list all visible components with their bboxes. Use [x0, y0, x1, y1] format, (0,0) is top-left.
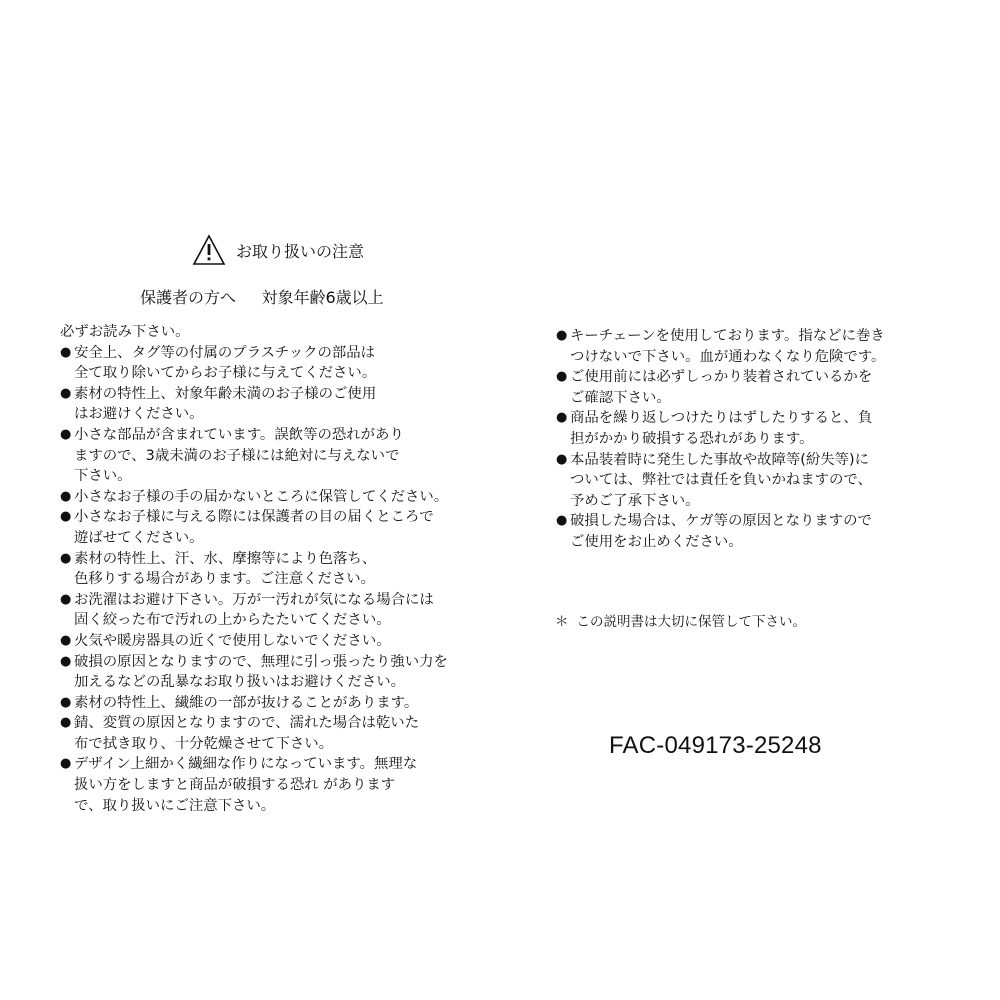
caution-line: 素材の特性上、汗、水、摩擦等により色落ち、	[74, 550, 377, 567]
caution-item	[556, 408, 956, 449]
bullet-icon: ●	[60, 756, 72, 772]
caution-line: キーチェーンを使用しております。指などに巻き	[570, 328, 885, 344]
caution-line: 下さい。	[74, 468, 132, 485]
caution-line: 火気や暖房器具の近くで使用しないでください。	[74, 632, 391, 649]
caution-line: 加えるなどの乱暴なお取り扱いはお避けください。	[74, 674, 405, 691]
caution-item	[556, 367, 956, 408]
caution-line: 遊ばせてください。	[74, 529, 204, 546]
bullet-icon: ●	[60, 653, 72, 669]
note-text: この説明書は大切に保管して下さい。	[576, 614, 806, 630]
intro-text: 必ずお読み下さい。	[60, 324, 190, 340]
caution-text	[74, 713, 419, 754]
caution-text	[570, 511, 872, 552]
caution-text	[74, 384, 376, 425]
caution-item	[556, 450, 956, 512]
audience-label: 保護者の方へ	[140, 288, 237, 307]
caution-item	[556, 511, 956, 552]
caution-line: ご使用前には必ずしっかり装着されているかを	[570, 369, 873, 386]
bullet-icon: ●	[556, 513, 568, 529]
caution-item	[60, 425, 480, 487]
caution-line: 小さな部品が含まれています。誤飲等の恐れがあり	[74, 426, 404, 443]
caution-line: お洗濯はお避け下さい。万が一汚れが気になる場合には	[74, 591, 434, 608]
caution-item	[60, 631, 480, 652]
caution-text	[74, 631, 391, 652]
bullet-icon: ●	[60, 715, 72, 731]
bullet-icon: ●	[60, 550, 72, 566]
caution-line: ご確認下さい。	[570, 389, 671, 406]
bullet-icon: ●	[60, 632, 72, 648]
bullet-icon: ●	[556, 328, 568, 343]
subtitle	[140, 285, 384, 308]
bullet-icon: ●	[60, 385, 72, 401]
caution-line: 素材の特性上、繊維の一部が抜けることがあります。	[74, 694, 419, 711]
caution-text	[74, 754, 417, 816]
caution-line: で、取り扱いにご注意下さい。	[74, 797, 276, 814]
bullet-icon: ●	[60, 591, 72, 607]
caution-line: 小さなお子様の手の届かないところに保管してください。	[74, 488, 449, 505]
caution-line: 固く絞った布で汚れの上からたたいてください。	[74, 612, 391, 629]
caution-text	[570, 326, 885, 367]
caution-text	[74, 343, 376, 384]
caution-line: ついては、弊社では責任を負いかねますので、	[570, 472, 872, 489]
bullet-icon: ●	[60, 344, 72, 360]
caution-text	[74, 425, 404, 487]
bullet-icon: ●	[556, 451, 568, 467]
caution-item	[60, 754, 480, 816]
caution-line: 錆、変質の原因となりますので、濡れた場合は乾いた	[74, 715, 420, 732]
caution-line: 破損した場合は、ケガ等の原因となりますので	[570, 513, 872, 530]
caution-line: 商品を繰り返しつけたりはずしたりすると、負	[570, 410, 873, 427]
bullet-icon: ●	[556, 369, 568, 385]
left-column	[60, 322, 480, 816]
caution-item	[556, 326, 956, 367]
bullet-icon: ●	[60, 426, 72, 442]
caution-item	[60, 384, 480, 425]
caution-line: 担がかかり破損する恐れがあります。	[570, 430, 814, 447]
caution-line: 全て取り除いてからお子様に与えてください。	[74, 365, 377, 382]
caution-item	[60, 652, 480, 693]
bullet-icon: ●	[60, 694, 72, 710]
asterisk-mark: ＊	[555, 614, 569, 630]
title-row	[192, 232, 364, 268]
right-column	[556, 326, 956, 553]
page-title: お取り扱いの注意	[236, 241, 365, 261]
caution-line: 素材の特性上、対象年齢未満のお子様のご使用	[74, 385, 377, 402]
caution-line: 安全上、タグ等の付属のプラスチックの部品は	[74, 344, 376, 361]
caution-item	[60, 507, 480, 548]
caution-item	[60, 590, 480, 631]
caution-line: 本品装着時に発生した事故や故障等(紛失等)に	[570, 451, 870, 468]
caution-line: ますので、3歳未満のお子様には絶対に与えないで	[74, 447, 400, 464]
caution-text	[570, 367, 872, 408]
caution-text	[570, 408, 872, 449]
caution-text	[74, 652, 448, 693]
caution-line: つけないで下さい。血が通わなくなり危険です。	[570, 348, 886, 365]
caution-text	[74, 590, 434, 631]
product-code: FAC-049173-25248	[609, 732, 822, 759]
caution-text	[570, 450, 872, 512]
caution-line: 扱い方をしますと商品が破損する恐れ があります	[74, 777, 396, 794]
storage-note	[555, 610, 806, 630]
caution-item	[60, 487, 480, 508]
caution-line: 色移りする場合があります。ご注意ください。	[74, 571, 376, 588]
age-label: 対象年齢6歳以上	[261, 288, 384, 307]
bullet-icon: ●	[556, 410, 568, 426]
caution-line: はお避けください。	[74, 406, 204, 423]
caution-line: 小さなお子様に与える際には保護者の目の届くところで	[74, 509, 434, 526]
caution-item	[60, 549, 480, 590]
caution-line: 破損の原因となりますので、無理に引っ張ったり強い力を	[74, 653, 448, 670]
caution-line: デザイン上細かく繊細な作りになっています。無理な	[74, 756, 418, 773]
caution-text	[74, 549, 376, 590]
caution-item	[60, 713, 480, 754]
caution-line: 予めご了承下さい。	[570, 492, 700, 509]
caution-line: ご使用をお止めください。	[570, 533, 743, 550]
caution-text	[74, 693, 418, 714]
caution-line: 布で拭き取り、十分乾燥させて下さい。	[74, 735, 334, 752]
warning-triangle-icon	[192, 234, 226, 266]
bullet-icon: ●	[60, 509, 72, 525]
bullet-icon: ●	[60, 488, 72, 504]
caution-text	[74, 507, 434, 548]
caution-item	[60, 343, 480, 384]
caution-item	[60, 693, 480, 714]
caution-text	[74, 487, 448, 508]
